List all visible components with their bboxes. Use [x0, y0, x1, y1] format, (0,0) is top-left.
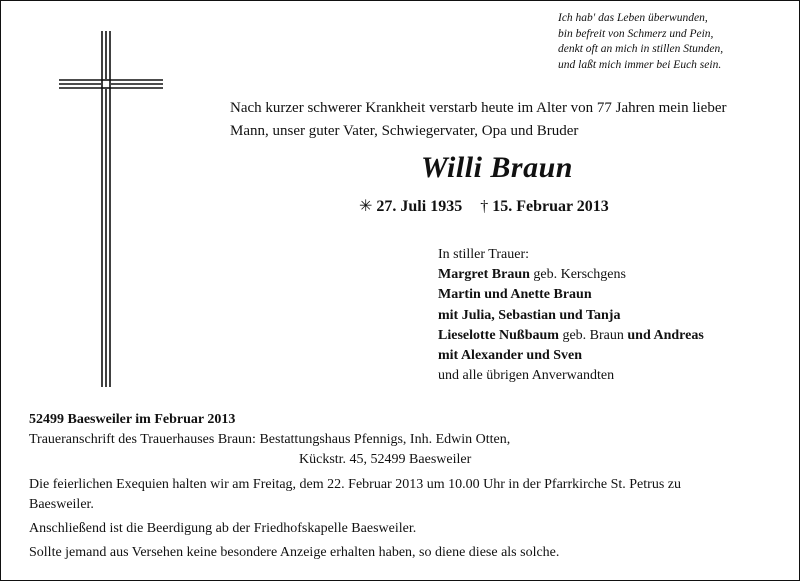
- mourner-name: und Andreas: [627, 327, 704, 343]
- mourner-note: geb. Braun: [558, 327, 628, 343]
- poem-line: denkt oft an mich in stillen Stunden,: [558, 43, 724, 55]
- intro-text: [230, 97, 790, 143]
- death-date: 15. Februar 2013: [492, 198, 609, 215]
- mourner-line: [438, 265, 793, 285]
- mourner-note: geb. Kerschgens: [529, 267, 626, 283]
- exequien-line: Baesweiler.: [29, 497, 94, 512]
- mourner-line: und alle übrigen Anverwandten: [438, 368, 615, 384]
- place-date: 52499 Baesweiler im Februar 2013: [29, 412, 236, 427]
- mourner-line: [438, 326, 793, 346]
- mourner-name: Margret Braun: [438, 267, 530, 283]
- intro-line: Nach kurzer schwerer Krankheit verstarb heute im Alter von 77 Jahren mein lieber: [230, 100, 727, 116]
- death-cross-icon: †: [480, 198, 489, 215]
- burial-line: Anschließend ist die Beerdigung ab der Friedhofskapelle Baesweiler.: [29, 521, 417, 536]
- exequien-line: Die feierlichen Exequien halten wir am Freitag, dem 22. Februar 2013 um 10.00 Uhr in der Pfarrkirche St. Petrus zu: [29, 477, 681, 492]
- poem-line: und laßt mich immer bei Euch sein.: [558, 58, 722, 71]
- mourners-list: [438, 245, 793, 386]
- poem-line: bin befreit von Schmerz und Pein,: [558, 27, 714, 40]
- poem: [558, 11, 793, 73]
- birth-star-icon: ✳: [359, 198, 373, 215]
- mourner-line: mit Julia, Sebastian und Tanja: [438, 307, 621, 323]
- cross-icon: [59, 31, 165, 394]
- intro-line: Mann, unser guter Vater, Schwiegervater, Opa und Bruder: [230, 123, 579, 139]
- address-line: Traueranschrift des Trauerhauses Braun: Bestattungshaus Pfennigs, Inh. Edwin Otten,: [29, 432, 511, 447]
- address-line: Kückstr. 45, 52499 Baesweiler: [299, 452, 472, 467]
- mourner-name: Lieselotte Nußbaum: [438, 327, 559, 343]
- mourners-heading: In stiller Trauer:: [438, 247, 529, 262]
- birth-date: 27. Juli 1935: [376, 198, 463, 215]
- footer-info: [29, 410, 789, 563]
- poem-line: Ich hab' das Leben überwunden,: [558, 12, 708, 24]
- mourner-line: mit Alexander und Sven: [438, 348, 583, 364]
- notice-line: Sollte jemand aus Versehen keine besondere Anzeige erhalten haben, so diene diese als solche.: [29, 545, 560, 560]
- mourner-line: Martin und Anette Braun: [438, 287, 592, 303]
- life-dates: [359, 196, 609, 216]
- deceased-name: Willi Braun: [421, 151, 573, 184]
